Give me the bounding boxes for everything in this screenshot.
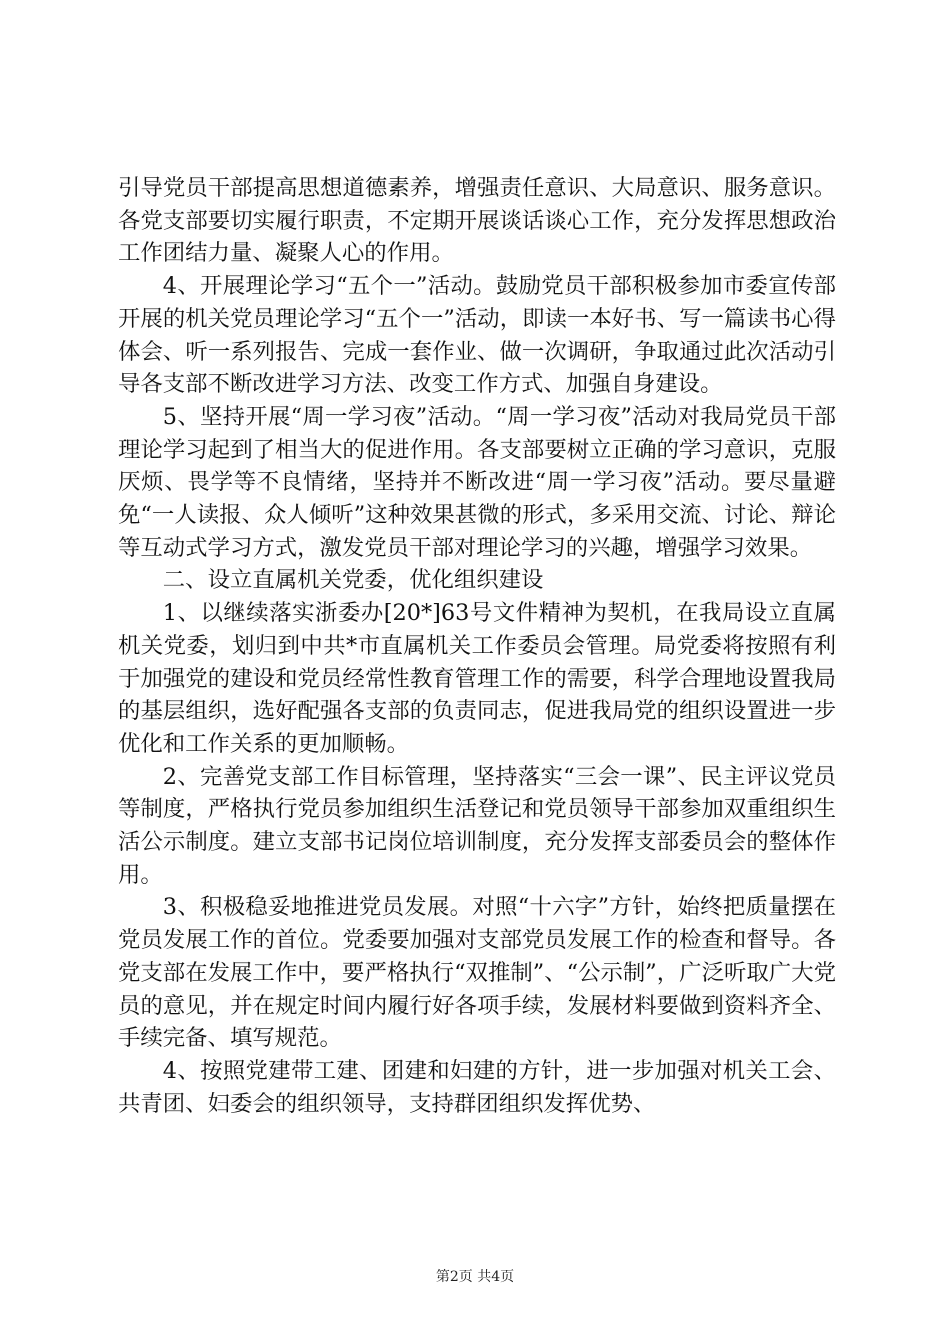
paragraph-7: 3、积极稳妥地推进党员发展。对照“十六字”方针，始终把质量摆在党员发展工作的首位。党委要加强对支部党员发展工作的检查和督导。各党支部在发展工作中，要严格执行“双推制”、“公示制”，广泛听取广大党员的意见，并在规定时间内履行好各项手续，发展材料要做到资料齐全、手续完备、填写规范。 xyxy=(118,894,836,1052)
paragraph-3: 5、坚持开展“周一学习夜”活动。“周一学习夜”活动对我局党员干部理论学习起到了相当大的促进作用。各支部要树立正确的学习意识，克服厌烦、畏学等不良情绪，坚持并不断改进“周一学习夜”活动。要尽量避免“一人读报、众人倾听”这种效果甚微的形式，多采用交流、讨论、辩论等互动式学习方式，激发党员干部对理论学习的兴趣，增强学习效果。 xyxy=(118,403,836,561)
paragraph-5: 1、以继续落实浙委办[20*]63号文件精神为契机，在我局设立直属机关党委，划归到中共*市直属机关工作委员会管理。局党委将按照有利于加强党的建设和党员经常性教育管理工作的需要，科学合理地设置我局的基层组织，选好配强各支部的负责同志，促进我局党的组织设置进一步优化和工作关系的更加顺畅。 xyxy=(118,600,836,757)
paragraph-8: 4、按照党建带工建、团建和妇建的方针，进一步加强对机关工会、共青团、妇委会的组织领导，支持群团组织发挥优势、 xyxy=(118,1057,836,1117)
document-body xyxy=(118,172,836,1120)
section-heading: 二、设立直属机关党委，优化组织建设 xyxy=(162,567,544,594)
paragraph-1: 引导党员干部提高思想道德素养，增强责任意识、大局意识、服务意识。各党支部要切实履行职责，不定期开展谈话谈心工作，充分发挥思想政治工作团结力量、凝聚人心的作用。 xyxy=(118,175,836,267)
paragraph-6: 2、完善党支部工作目标管理，坚持落实“三会一课”、民主评议党员等制度，严格执行党员参加组织生活登记和党员领导干部参加双重组织生活公示制度。建立支部书记岗位培训制度，充分发挥支部委员会的整体作用。 xyxy=(118,763,836,888)
page-footer: 第2页 共4页 xyxy=(435,1269,515,1285)
paragraph-2: 4、开展理论学习“五个一”活动。鼓励党员干部积极参加市委宣传部开展的机关党员理论学习“五个一”活动，即读一本好书、写一篇读书心得体会、听一系列报告、完成一套作业、做一次调研，争取通过此次活动引导各支部不断改进学习方法、改变工作方式、加强自身建设。 xyxy=(118,273,836,398)
